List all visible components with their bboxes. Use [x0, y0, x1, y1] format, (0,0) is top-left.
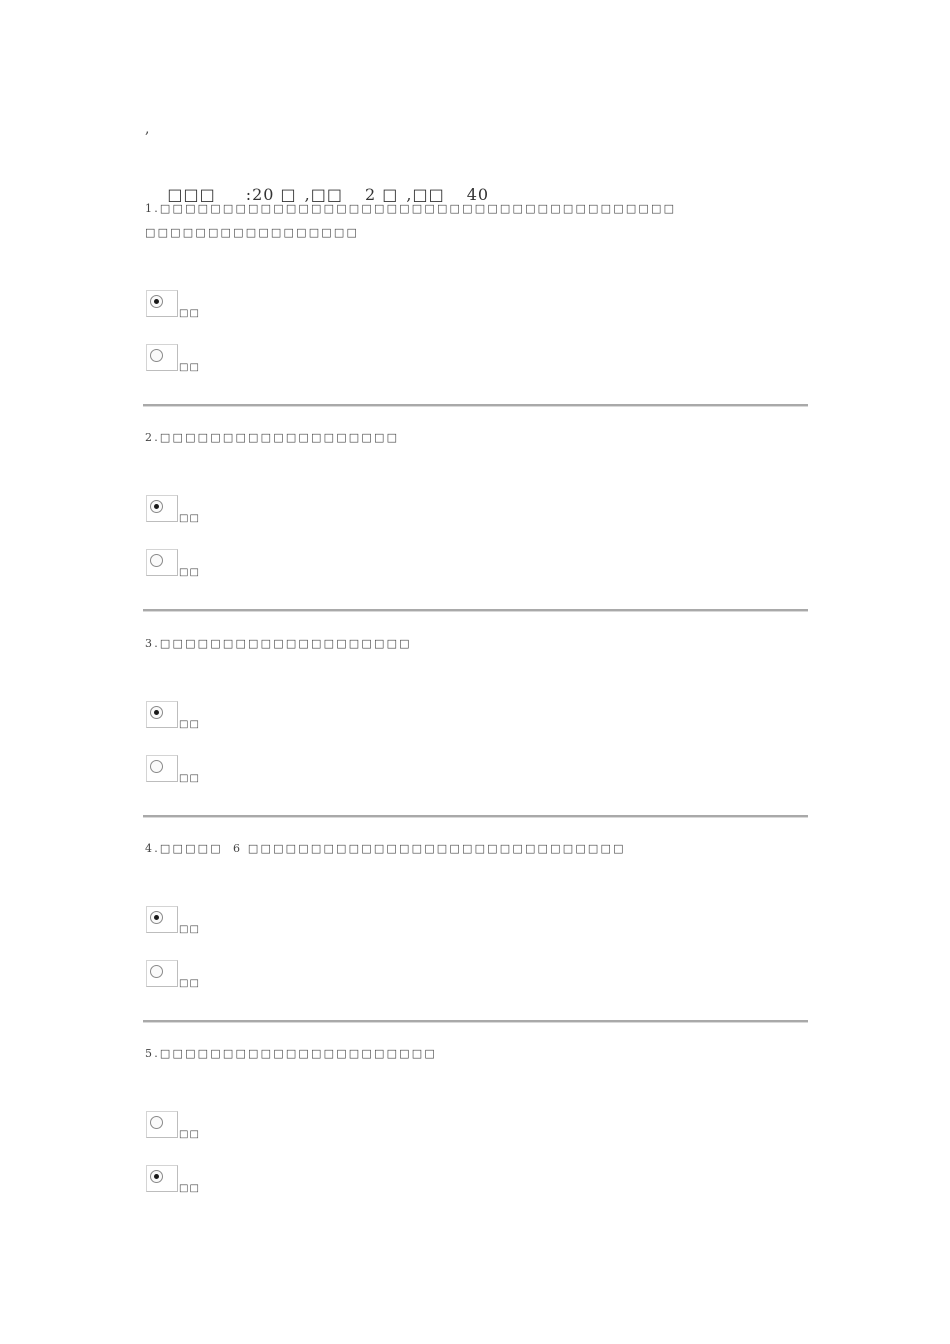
radio-unchecked-icon[interactable] — [150, 554, 163, 567]
question-1-option-2[interactable] — [146, 344, 346, 374]
question-2-text: 2.□□□□□□□□□□□□□□□□□□□ — [145, 431, 400, 444]
option-label: □□ — [179, 1129, 200, 1140]
radio-box[interactable] — [146, 755, 178, 782]
divider — [143, 609, 808, 612]
header-points-each: 2 □ — [364, 185, 399, 204]
divider — [143, 404, 808, 407]
radio-unchecked-icon[interactable] — [150, 1116, 163, 1129]
header-separator-2: ,□□ — [406, 185, 445, 204]
question-4-option-1[interactable] — [146, 906, 346, 936]
radio-box[interactable] — [146, 960, 178, 987]
radio-checked-icon[interactable] — [150, 295, 163, 308]
radio-box[interactable] — [146, 1111, 178, 1138]
question-4-option-2[interactable] — [146, 960, 346, 990]
divider — [143, 815, 808, 818]
radio-box[interactable] — [146, 549, 178, 576]
divider — [143, 1020, 808, 1023]
question-2-option-1[interactable] — [146, 495, 346, 525]
option-label: □□ — [179, 773, 200, 784]
question-3-option-2[interactable] — [146, 755, 346, 785]
option-label: □□ — [179, 513, 200, 524]
radio-box[interactable] — [146, 495, 178, 522]
question-5-option-2[interactable] — [146, 1165, 346, 1195]
radio-box[interactable] — [146, 1165, 178, 1192]
option-label: □□ — [179, 719, 200, 730]
option-label: □□ — [179, 308, 200, 319]
radio-unchecked-icon[interactable] — [150, 965, 163, 978]
radio-box[interactable] — [146, 344, 178, 371]
header-question-count: :20 □ — [245, 185, 297, 204]
option-label: □□ — [179, 362, 200, 373]
question-3-text: 3.□□□□□□□□□□□□□□□□□□□□ — [145, 637, 412, 650]
radio-box[interactable] — [146, 290, 178, 317]
option-label: □□ — [179, 567, 200, 578]
radio-unchecked-icon[interactable] — [150, 349, 163, 362]
header-separator-1: ,□□ — [304, 185, 343, 204]
option-label: □□ — [179, 978, 200, 989]
question-1-text: 1.□□□□□□□□□□□□□□□□□□□□□□□□□□□□□□□□□□□□□□□□□ — [145, 202, 677, 215]
question-5-option-1[interactable] — [146, 1111, 346, 1141]
option-label: □□ — [179, 924, 200, 935]
radio-checked-icon[interactable] — [150, 1170, 163, 1183]
radio-checked-icon[interactable] — [150, 500, 163, 513]
question-5-text: 5.□□□□□□□□□□□□□□□□□□□□□□ — [145, 1047, 437, 1060]
question-3-option-1[interactable] — [146, 701, 346, 731]
header-title: □□□ — [167, 185, 216, 204]
question-1-text-line2: □□□□□□□□□□□□□□□□□ — [145, 226, 360, 239]
header-total: 40 — [466, 185, 490, 204]
option-label: □□ — [179, 1183, 200, 1194]
question-4-text: 4.□□□□□ — [145, 842, 223, 855]
question-1-option-1[interactable] — [146, 290, 346, 320]
question-4-text-continued: 6 □□□□□□□□□□□□□□□□□□□□□□□□□□□□□□ — [233, 842, 626, 855]
question-2-option-2[interactable] — [146, 549, 346, 579]
radio-box[interactable] — [146, 701, 178, 728]
radio-box[interactable] — [146, 906, 178, 933]
radio-unchecked-icon[interactable] — [150, 760, 163, 773]
radio-checked-icon[interactable] — [150, 706, 163, 719]
radio-checked-icon[interactable] — [150, 911, 163, 924]
stray-mark: , — [145, 121, 150, 137]
